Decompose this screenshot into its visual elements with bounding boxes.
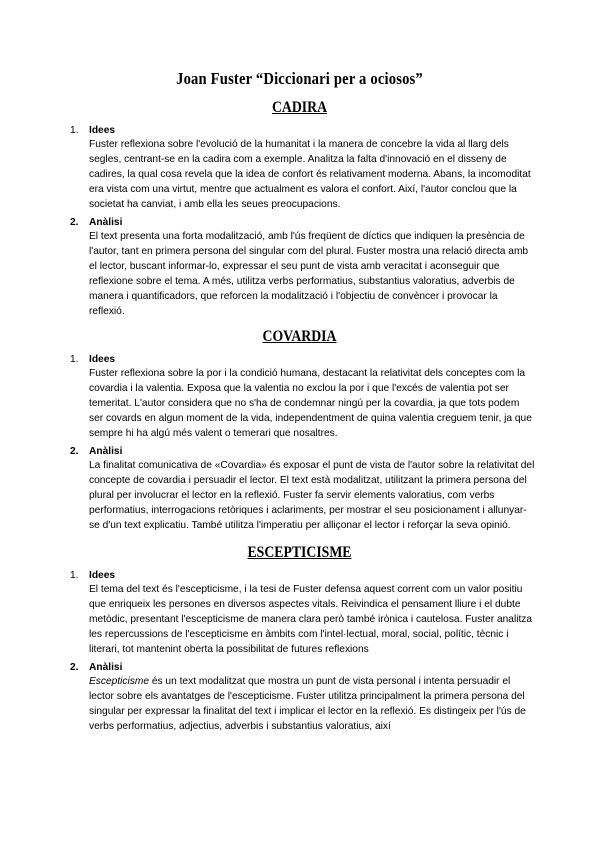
section-escepticisme xyxy=(0,541,599,734)
list-item-label: Idees xyxy=(89,570,116,581)
list-item-heading xyxy=(0,661,599,674)
list-item-text: El tema del text és l'escepticisme, i la tesi de Fuster defensa aquest corrent com un valor positiu que enriqueix les persones en diversos aspectes vitals. Reivindica el pensament lliure i el dubte metòdic, presentant l'escepticisme de manera clara però també irònica i cautelosa. Fuster analitza les repercussions de l'escepticisme en àmbits com l'intel·lectual, moral, social, polític, tècnic i literari, tot mantenint oberta la possibilitat de futures reflexions xyxy=(89,584,533,655)
list-item-number: 2. xyxy=(70,217,79,228)
list-item-analisi xyxy=(0,661,599,734)
list-item-heading xyxy=(0,569,599,582)
list-item-number: 2. xyxy=(70,446,79,457)
list-item-idees xyxy=(0,353,599,441)
list-item-text: La finalitat comunicativa de «Covardia» és exposar el punt de vista de l'autor sobre la relativitat del concepte de covardia i persuadir el lector. El text està modalitzat, utilitzant la primera persona del plural per involucrar el lector en la reflexió. Fuster fa servir elements valoratius, com verbs performatius, interrogacions retòriques i aclariments, per mostrar el seu posicionament i allunyar-se d'un text explicatiu. També utilitza l'imperatiu per alliçonar el lector i reforçar la seva opinió. xyxy=(89,460,535,531)
list-item-number: 1. xyxy=(70,354,79,365)
list-item-heading xyxy=(0,216,599,229)
document-title: Joan Fuster “Diccionari per a ociosos” xyxy=(176,69,423,88)
list-item-label: Idees xyxy=(89,354,116,365)
list-item-idees xyxy=(0,124,599,212)
section-cadira xyxy=(0,96,599,319)
list-item-heading xyxy=(0,445,599,458)
list-item-text xyxy=(89,674,536,734)
text-emphasis: Escepticisme xyxy=(89,676,150,687)
list-item-heading xyxy=(0,124,599,137)
list-item-label: Anàlisi xyxy=(89,217,123,228)
list-item-analisi xyxy=(0,216,599,319)
list-item-number: 1. xyxy=(70,125,79,136)
list-item-label: Anàlisi xyxy=(89,446,123,457)
list-item-number: 1. xyxy=(70,570,79,581)
list-item-label: Idees xyxy=(89,125,116,136)
list-item-text: Fuster reflexiona sobre l'evolució de la humanitat i la manera de concebre la vida al llarg dels segles, centrant-se en la cadira com a exemple. Analitza la falta d'innovació en el disseny de cadires, la qual cosa revela que la idea de confort és relativament moderna. Abans, la incomoditat era vista com una virtut, mentre que actualment es valora el confort. Així, l'autor conclou que la societat ha canviat, i amb ella les seues preocupacions. xyxy=(89,139,531,210)
section-title: CADIRA xyxy=(271,99,328,116)
section-covardia xyxy=(0,325,599,533)
list-item-idees xyxy=(0,569,599,657)
list-item-analisi xyxy=(0,445,599,533)
section-title: COVARDIA xyxy=(262,328,337,345)
list-item-label: Anàlisi xyxy=(89,662,123,673)
text-body: és un text modalitzat que mostra un punt de vista personal i intenta persuadir el lector sobre els avantatges de l'escepticisme. Fuster utilitza principalment la primera persona del singular per expressar la finalitat del text i implicar el lector en la reflexió. Es distingeix per l'ús de verbs performatius, adjectius, adverbis i substantius valoratius, així xyxy=(89,676,526,732)
list-item-text: El text presenta una forta modalització, amb l'ús freqüent de díctics que indiquen la presència de l'autor, tant en primera persona del singular com del plural. Fuster mostra una relació directa amb el lector, buscant informar-lo, expressar el seu punt de vista amb veracitat i aconseguir que reflexione sobre el tema. A més, utilitza verbs performatius, substantius valoratius, adverbis de manera i quantificadors, que reforcen la modalització i l'objectiu de convèncer i provocar la reflexió. xyxy=(89,231,529,317)
list-item-number: 2. xyxy=(70,662,79,673)
section-title: ESCEPTICISME xyxy=(247,544,352,561)
list-item-text: Fuster reflexiona sobre la por i la condició humana, destacant la relativitat dels conceptes com la covardia i la valentia. Exposa que la valentia no exclou la por i que l'excés de valentia pot ser temeritat. L'autor considera que no s'ha de condemnar ningú per la covardia, ja que tots podem ser covards en algun moment de la vida, independentment de quina valentia creguem tenir, ja que sempre hi ha algú més valent o temerari que nosaltres. xyxy=(89,368,532,439)
list-item-heading xyxy=(0,353,599,366)
